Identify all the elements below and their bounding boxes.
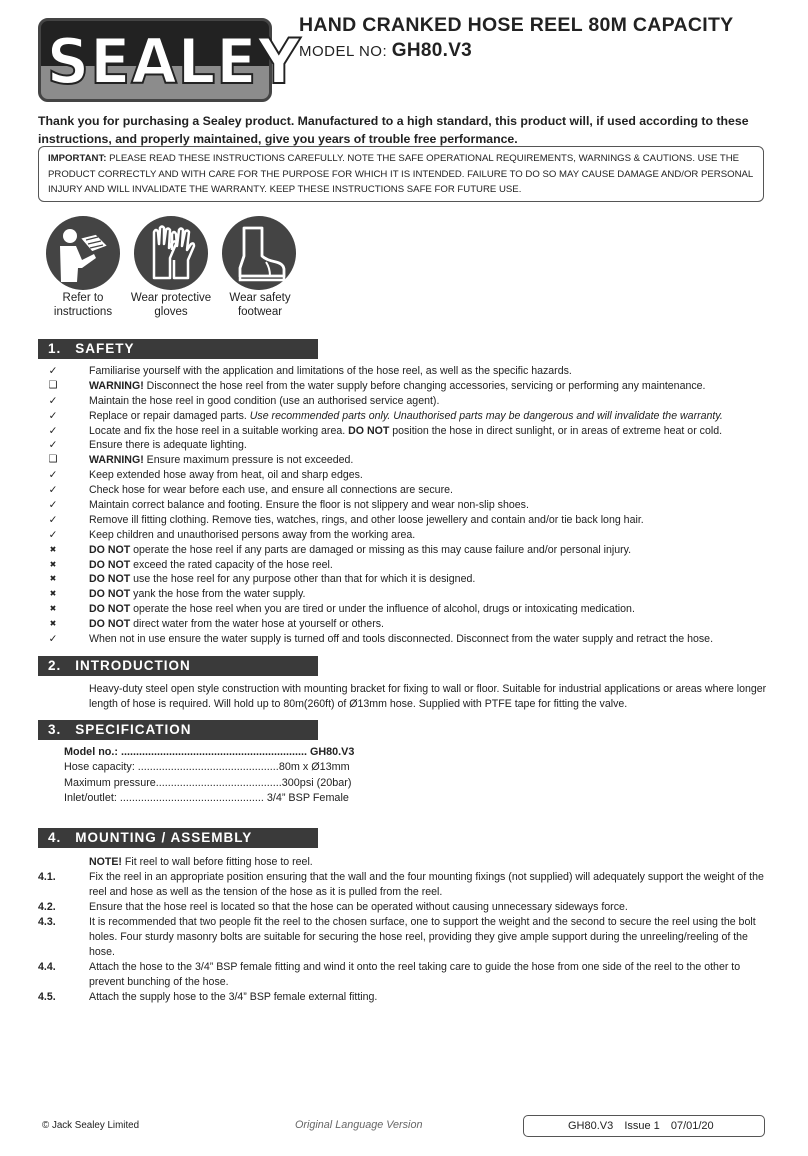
check-icon: ✓ <box>48 528 58 541</box>
safety-item: ✓ Keep extended hose away from heat, oil and sharp edges. <box>46 468 776 483</box>
check-icon: ✓ <box>48 424 58 437</box>
check-icon: ✓ <box>48 365 58 377</box>
mounting-step: 4.1. Fix the reel in an appropriate position ensuring that the wall and the four mounting fixings (not supplied) will adequately support the weight of the reel and hose as well as the tension of the hose as it is pulled from the reel. <box>38 871 764 898</box>
model-value: GH80.V3 <box>391 40 473 61</box>
check-icon: ✓ <box>48 513 58 526</box>
footer-language: Original Language Version <box>295 1119 423 1131</box>
safety-item: ✓ Ensure there is adequate lighting. <box>46 438 776 453</box>
important-text: PLEASE READ THESE INSTRUCTIONS CAREFULLY. NOTE THE SAFE OPERATIONAL REQUIREMENTS, WARNINGS & CAUTIONS. USE THE PRODUCT CORRECTLY AND WITH CARE FOR THE PURPOSE FOR WHICH IT IS INTENDED. FAILURE TO DO SO MAY CAUSE DAMAGE AND/OR PERSONAL INJURY AND WILL INVALIDATE THE WARRANTY. KEEP THESE INSTRUCTIONS SAFE FOR FUTURE USE. <box>48 153 753 195</box>
important-notice <box>38 146 764 202</box>
checkbox-icon: ❑ <box>48 454 58 466</box>
safety-item: ✓ Replace or repair damaged parts. Use recommended parts only. Unauthorised parts may be dangerous and will invalidate the warranty. <box>46 409 776 424</box>
mounting-step: 4.5. Attach the supply hose to the 3/4” BSP female external fitting. <box>38 991 378 1003</box>
footer-copyright: © Jack Sealey Limited <box>42 1120 140 1131</box>
important-label: IMPORTANT: <box>48 153 107 164</box>
protective-gloves-icon <box>134 216 208 290</box>
safety-item: ✖ DO NOT direct water from the water hose at yourself or others. <box>46 617 776 632</box>
logo-text: SEALEY <box>46 25 302 98</box>
footer-model: GH80.V3 <box>568 1120 614 1132</box>
check-icon: ✓ <box>48 633 58 646</box>
document-title: HAND CRANKED HOSE REEL 80M CAPACITY <box>299 14 734 36</box>
model-number <box>299 40 472 62</box>
check-icon: ✓ <box>48 484 58 497</box>
safety-footwear-icon <box>222 216 296 290</box>
safety-item: ✓ Keep children and unauthorised persons away from the working area. <box>46 528 776 543</box>
specification-table <box>64 745 354 806</box>
cross-icon: ✖ <box>49 604 57 614</box>
mounting-note: NOTE! Fit reel to wall before fitting hose to reel. <box>89 856 313 868</box>
icon-label-footwear: Wear safety footwear <box>229 292 291 318</box>
intro-paragraph: Thank you for purchasing a Sealey product. Manufactured to a high standard, this product will, if used according to these instructions, and properly maintained, give you years of trouble free performance. <box>38 114 749 146</box>
check-icon: ✓ <box>48 394 58 407</box>
check-icon: ✓ <box>48 469 58 482</box>
safety-item: ✖ DO NOT use the hose reel for any purpose other than that for which it is designed. <box>46 572 776 587</box>
spec-row: Model no.: .............................................................. GH80.V3 <box>64 746 355 758</box>
section-heading-specification: 3. SPECIFICATION <box>38 720 318 740</box>
safety-item: ✓ Locate and fix the hose reel in a suitable working area. DO NOT position the hose in direct sunlight, or in areas of extreme heat or cold. <box>46 424 776 439</box>
cross-icon: ✖ <box>49 559 57 569</box>
model-label: MODEL NO: <box>299 43 388 60</box>
cross-icon: ✖ <box>49 589 57 599</box>
icon-label-gloves: Wear protective gloves <box>130 292 212 318</box>
cross-icon: ✖ <box>49 574 57 584</box>
mounting-step: 4.3. It is recommended that two people fit the reel to the chosen surface, one to support the weight and the second to secure the reel using the bolt holes. Four sturdy masonry bolts are suitable for securing the hose reel, providing they give ample support during the unreeling/reeling of the hose. <box>38 916 756 958</box>
check-icon: ✓ <box>48 499 58 512</box>
sealey-logo <box>38 18 302 102</box>
check-icon: ✓ <box>48 409 58 422</box>
section-heading-introduction: 2. INTRODUCTION <box>38 656 318 676</box>
checkbox-icon: ❑ <box>48 379 58 391</box>
safety-item: ✖ DO NOT operate the hose reel if any parts are damaged or missing as this may cause failure and/or personal injury. <box>46 543 776 558</box>
section-heading-safety: 1. SAFETY <box>38 339 318 359</box>
safety-item: ✖ DO NOT operate the hose reel when you are tired or under the influence of alcohol, drugs or intoxicating medication. <box>46 602 776 617</box>
refer-to-instructions-icon <box>46 216 120 290</box>
cross-icon: ✖ <box>49 544 57 554</box>
cross-icon: ✖ <box>49 619 57 629</box>
introduction-text: Heavy-duty steel open style construction with mounting bracket for fixing to wall or floor. Suitable for industrial applications or areas where longer length of hose is required. Will hold up to 80m(260ft) of Ø13mm hose. Supplied with PTFE tape for fitting the valve. <box>89 683 767 710</box>
safety-item: ✖ DO NOT exceed the rated capacity of the hose reel. <box>46 558 776 573</box>
mounting-step: 4.2. Ensure that the hose reel is located so that the hose can be operated without causing unnecessary sideways force. <box>38 901 628 913</box>
footer-issue: Issue 1 <box>624 1120 660 1132</box>
spec-row: Hose capacity: ...............................................80m x Ø13mm <box>64 761 350 774</box>
mounting-steps <box>38 855 768 1005</box>
safety-item: ✓ Remove ill fitting clothing. Remove ties, watches, rings, and other loose jewellery and contain and/or tie back long hair. <box>46 513 776 528</box>
mounting-step: 4.4. Attach the hose to the 3/4” BSP female fitting and wind it onto the reel taking care to guide the hose from one side of the reel to the other to prevent bunching of the hose. <box>38 961 741 988</box>
footer-date: 07/01/20 <box>670 1120 714 1132</box>
safety-item: ❑ WARNING! Ensure maximum pressure is not exceeded. <box>46 453 776 468</box>
spec-row: Inlet/outlet: ................................................ 3/4” BSP Female <box>64 791 349 804</box>
footer-issue-box <box>523 1115 765 1137</box>
safety-list <box>46 364 776 647</box>
safety-item: ✓ Familiarise yourself with the application and limitations of the hose reel, as well as the specific hazards. <box>46 364 776 379</box>
safety-item: ✓ Check hose for wear before each use, and ensure all connections are secure. <box>46 483 776 498</box>
safety-item: ✓ Maintain correct balance and footing. Ensure the floor is not slippery and wear non-slip shoes. <box>46 498 776 513</box>
safety-item: ✓ Maintain the hose reel in good condition (use an authorised service agent). <box>46 394 776 409</box>
spec-row: Maximum pressure..........................................300psi (20bar) <box>64 776 352 789</box>
safety-item: ✖ DO NOT yank the hose from the water supply. <box>46 587 776 602</box>
icon-label-instructions: Refer to instructions <box>53 292 113 318</box>
safety-item: ❑ WARNING! Disconnect the hose reel from the water supply before changing accessories, servicing or performing any maintenance. <box>46 379 776 394</box>
section-heading-mounting: 4. MOUNTING / ASSEMBLY <box>38 828 318 848</box>
safety-item: ✓ When not in use ensure the water supply is turned off and tools disconnected. Disconnect from the water supply and retract the hose. <box>46 632 776 647</box>
check-icon: ✓ <box>48 439 58 452</box>
